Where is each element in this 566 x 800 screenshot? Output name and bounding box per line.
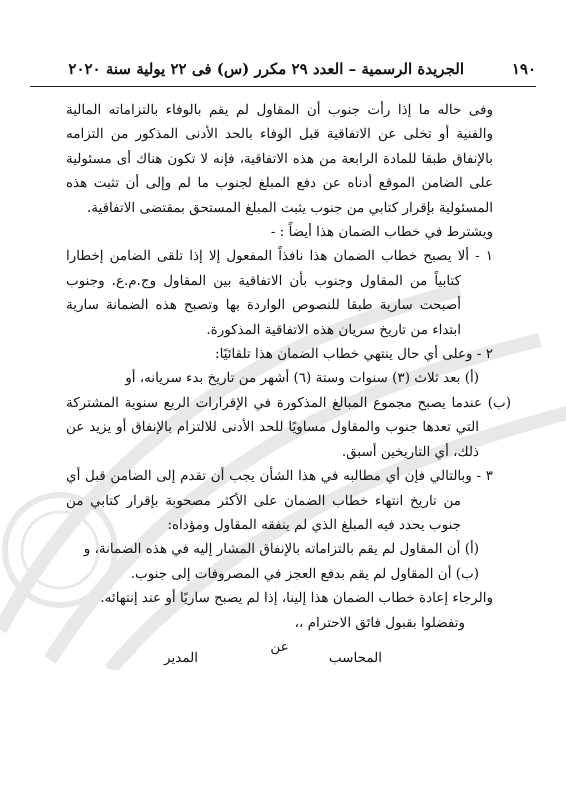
accountant-signature: المحاسب (328, 650, 382, 666)
director-signature: المدير (164, 650, 198, 666)
signature-row (0, 650, 566, 674)
clause-2a: (أ) بعد ثلاث (٣) سنوات وستة (٦) أشهر من تاريخ بدء سريانه، أو (125, 370, 479, 387)
page-number: ١٩٠ (511, 60, 536, 78)
clause-2: ٢ - وعلى أي حال ينتهي خطاب الضمان هذا تلقائيًا: (215, 346, 493, 363)
document-body (66, 98, 511, 659)
clause-3a: (أ) أن المقاول لم يقم بالتزاماته بالإنفاق المشار إليه في هذه الضمانة، و (83, 541, 479, 558)
gazette-header-title: الجريدة الرسمية – العدد ٢٩ مكرر (س) فى ٢٢ يولية سنة ٢٠٢٠ (68, 60, 464, 78)
closing-regards: وتفضلوا بقبول فائق الاحترام ،، (294, 614, 465, 631)
closing-return-request: والرجاء إعادة خطاب الضمان هذا إلينا، إذا لم يصبح ساريًا أو عند إنتهائه. (100, 590, 493, 607)
conditions-intro: ويشترط في خطاب الضمان هذا أيضاً : - (270, 224, 493, 241)
clause-2b: (ب) عندما يصبح مجموع المبالغ المذكورة في الإقرارات الربع سنوية المشتركة التي تعدها جنوب والمقاول مساويًا للحد الأدنى للالتزام بالإنفاق أو يزيد عن ذلك، أي التاريخين أسبق. (66, 394, 511, 460)
on-behalf-of: عن (270, 638, 289, 655)
clause-3b: (ب) أن المقاول لم يقم بدفع العجز في المصروفات إلى جنوب. (130, 565, 479, 582)
clause-3: ٣ - وبالتالي فإن أي مطالبه في هذا الشأن يجب أن تقدم إلى الضامن قبل أي من تاريخ انتهاء خطاب الضمان على الأكثر مصحوبة بإقرار كتابي من جنوب يحدد فيه المبلغ الذي لم ينفقه المقاول ومؤداه: (66, 468, 493, 533)
page-header (30, 60, 536, 82)
header-divider (30, 86, 536, 87)
intro-paragraph: وفى حاله ما إذا رأت جنوب أن المقاول لم يقم بالوفاء بالتزاماته المالية والفنية أو تخلى عن الاتفاقية قبل الوفاء بالحد الأدنى المذكور من التزامه بالإنفاق طبقا للمادة الرابعة من هذه الاتفاقية، فإنه لا تكون هناك أى مسئولية على الضامن الموقع أدناه عن دفع المبلغ لجنوب ما لم وإلى أن تثبت هذه المسئولية بإقرار كتابي من جنوب يثبت المبلغ المستحق بمقتضى الاتفاقية. (66, 102, 493, 216)
clause-1: ١ - ألا يصبح خطاب الضمان هذا نافذاً المفعول إلا إذا تلقى الضامن إخطارا كتابياً من المقاول وجنوب بأن الاتفاقية بين المقاول وج.م.ع. وجنوب أصبحت سارية طبقا للنصوص الواردة بها وتصبح هذه الضمانة سارية ابتداء من تاريخ سريان هذه الاتفاقية المذكورة. (66, 248, 493, 338)
